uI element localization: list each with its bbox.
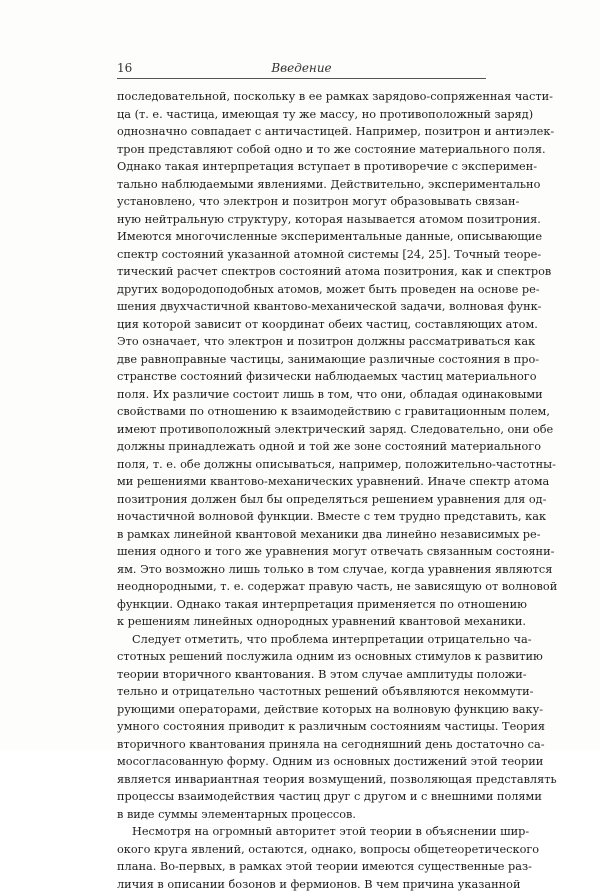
text-line: имеют противоположный электрический заряд. Следовательно, они обе <box>117 421 486 439</box>
text-line: плана. Во-первых, в рамках этой теории имеются существенные раз- <box>117 858 486 876</box>
text-line: личия в описании бозонов и фермионов. В чем причина указанной <box>117 876 486 893</box>
text-line: стотных решений послужила одним из основных стимулов к развитию <box>117 648 486 666</box>
text-line: должны принадлежать одной и той же зоне состояний материального <box>117 438 486 456</box>
text-line: процессы взаимодействия частиц друг с другом и с внешними полями <box>117 788 486 806</box>
text-line: тельно и отрицательно частотных решений объявляются некоммути- <box>117 683 486 701</box>
text-line: ям. Это возможно лишь только в том случае, когда уравнения являются <box>117 561 486 579</box>
page-header <box>117 60 486 78</box>
page-number: 16 <box>117 60 132 76</box>
text-line: шения двухчастичной квантово-механической задачи, волновая функ- <box>117 298 486 316</box>
text-line: позитрония должен был бы определяться решением уравнения для од- <box>117 491 486 509</box>
text-line: является инвариантная теория возмущений, позволяющая представлять <box>117 771 486 789</box>
text-line: Имеются многочисленные экспериментальные данные, описывающие <box>117 228 486 246</box>
text-line: трон представляют собой одно и то же состояние материального поля. <box>117 141 486 159</box>
text-line: неоднородными, т. е. содержат правую часть, не зависящую от волновой <box>117 578 486 596</box>
text-line: ную нейтральную структуру, которая называется атомом позитрония. <box>117 211 486 229</box>
body-text <box>117 88 486 893</box>
text-line: окого круга явлений, остаются, однако, вопросы общетеоретического <box>117 841 486 859</box>
paragraph <box>117 631 486 824</box>
text-line: к решениям линейных однородных уравнений квантовой механики. <box>117 613 486 631</box>
paragraph <box>117 88 486 631</box>
text-line: Это означает, что электрон и позитрон должны рассматриваться как <box>117 333 486 351</box>
running-head: Введение <box>117 60 486 76</box>
text-line: последовательной, поскольку в ее рамках зарядово-сопряженная части- <box>117 88 486 106</box>
text-line: других водородоподобных атомов, может быть проведен на основе ре- <box>117 281 486 299</box>
text-line: странстве состояний физически наблюдаемых частиц материального <box>117 368 486 386</box>
text-line: две равноправные частицы, занимающие различные состояния в про- <box>117 351 486 369</box>
text-line: умного состояния приводит к различным состояниям частицы. Теория <box>117 718 486 736</box>
text-line: тально наблюдаемыми явлениями. Действительно, экспериментально <box>117 176 486 194</box>
text-line: установлено, что электрон и позитрон могут образовывать связан- <box>117 193 486 211</box>
text-line: спектр состояний указанной атомной системы [24, 25]. Точный теоре- <box>117 246 486 264</box>
header-rule <box>117 78 486 79</box>
text-line: теории вторичного квантования. В этом случае амплитуды положи- <box>117 666 486 684</box>
text-line: Несмотря на огромный авторитет этой теории в объяснении шир- <box>117 823 486 841</box>
text-line: шения одного и того же уравнения могут отвечать связанным состояни- <box>117 543 486 561</box>
text-line: поля, т. е. обе должны описываться, например, положительно-частотны- <box>117 456 486 474</box>
text-line: ночастичной волновой функции. Вместе с тем трудно представить, как <box>117 508 486 526</box>
text-line: Следует отметить, что проблема интерпретации отрицательно ча- <box>117 631 486 649</box>
text-line: рующими операторами, действие которых на волновую функцию ваку- <box>117 701 486 719</box>
text-line: в рамках линейной квантовой механики два линейно независимых ре- <box>117 526 486 544</box>
text-line: поля. Их различие состоит лишь в том, что они, обладая одинаковыми <box>117 386 486 404</box>
text-line: вторичного квантования приняла на сегодняшний день достаточно са- <box>117 736 486 754</box>
text-line: функции. Однако такая интерпретация применяется по отношению <box>117 596 486 614</box>
text-line: в виде суммы элементарных процессов. <box>117 806 486 824</box>
paragraph <box>117 823 486 893</box>
text-line: однозначно совпадает с античастицей. Например, позитрон и антиэлек- <box>117 123 486 141</box>
text-line: ция которой зависит от координат обеих частиц, составляющих атом. <box>117 316 486 334</box>
text-line: свойствами по отношению к взаимодействию с гравитационным полем, <box>117 403 486 421</box>
text-line: ца (т. е. частица, имеющая ту же массу, но противоположный заряд) <box>117 106 486 124</box>
text-line: Однако такая интерпретация вступает в противоречие с эксперимен- <box>117 158 486 176</box>
text-line: мосогласованную форму. Одним из основных достижений этой теории <box>117 753 486 771</box>
text-line: тический расчет спектров состояний атома позитрония, как и спектров <box>117 263 486 281</box>
text-line: ми решениями квантово-механических уравнений. Иначе спектр атома <box>117 473 486 491</box>
